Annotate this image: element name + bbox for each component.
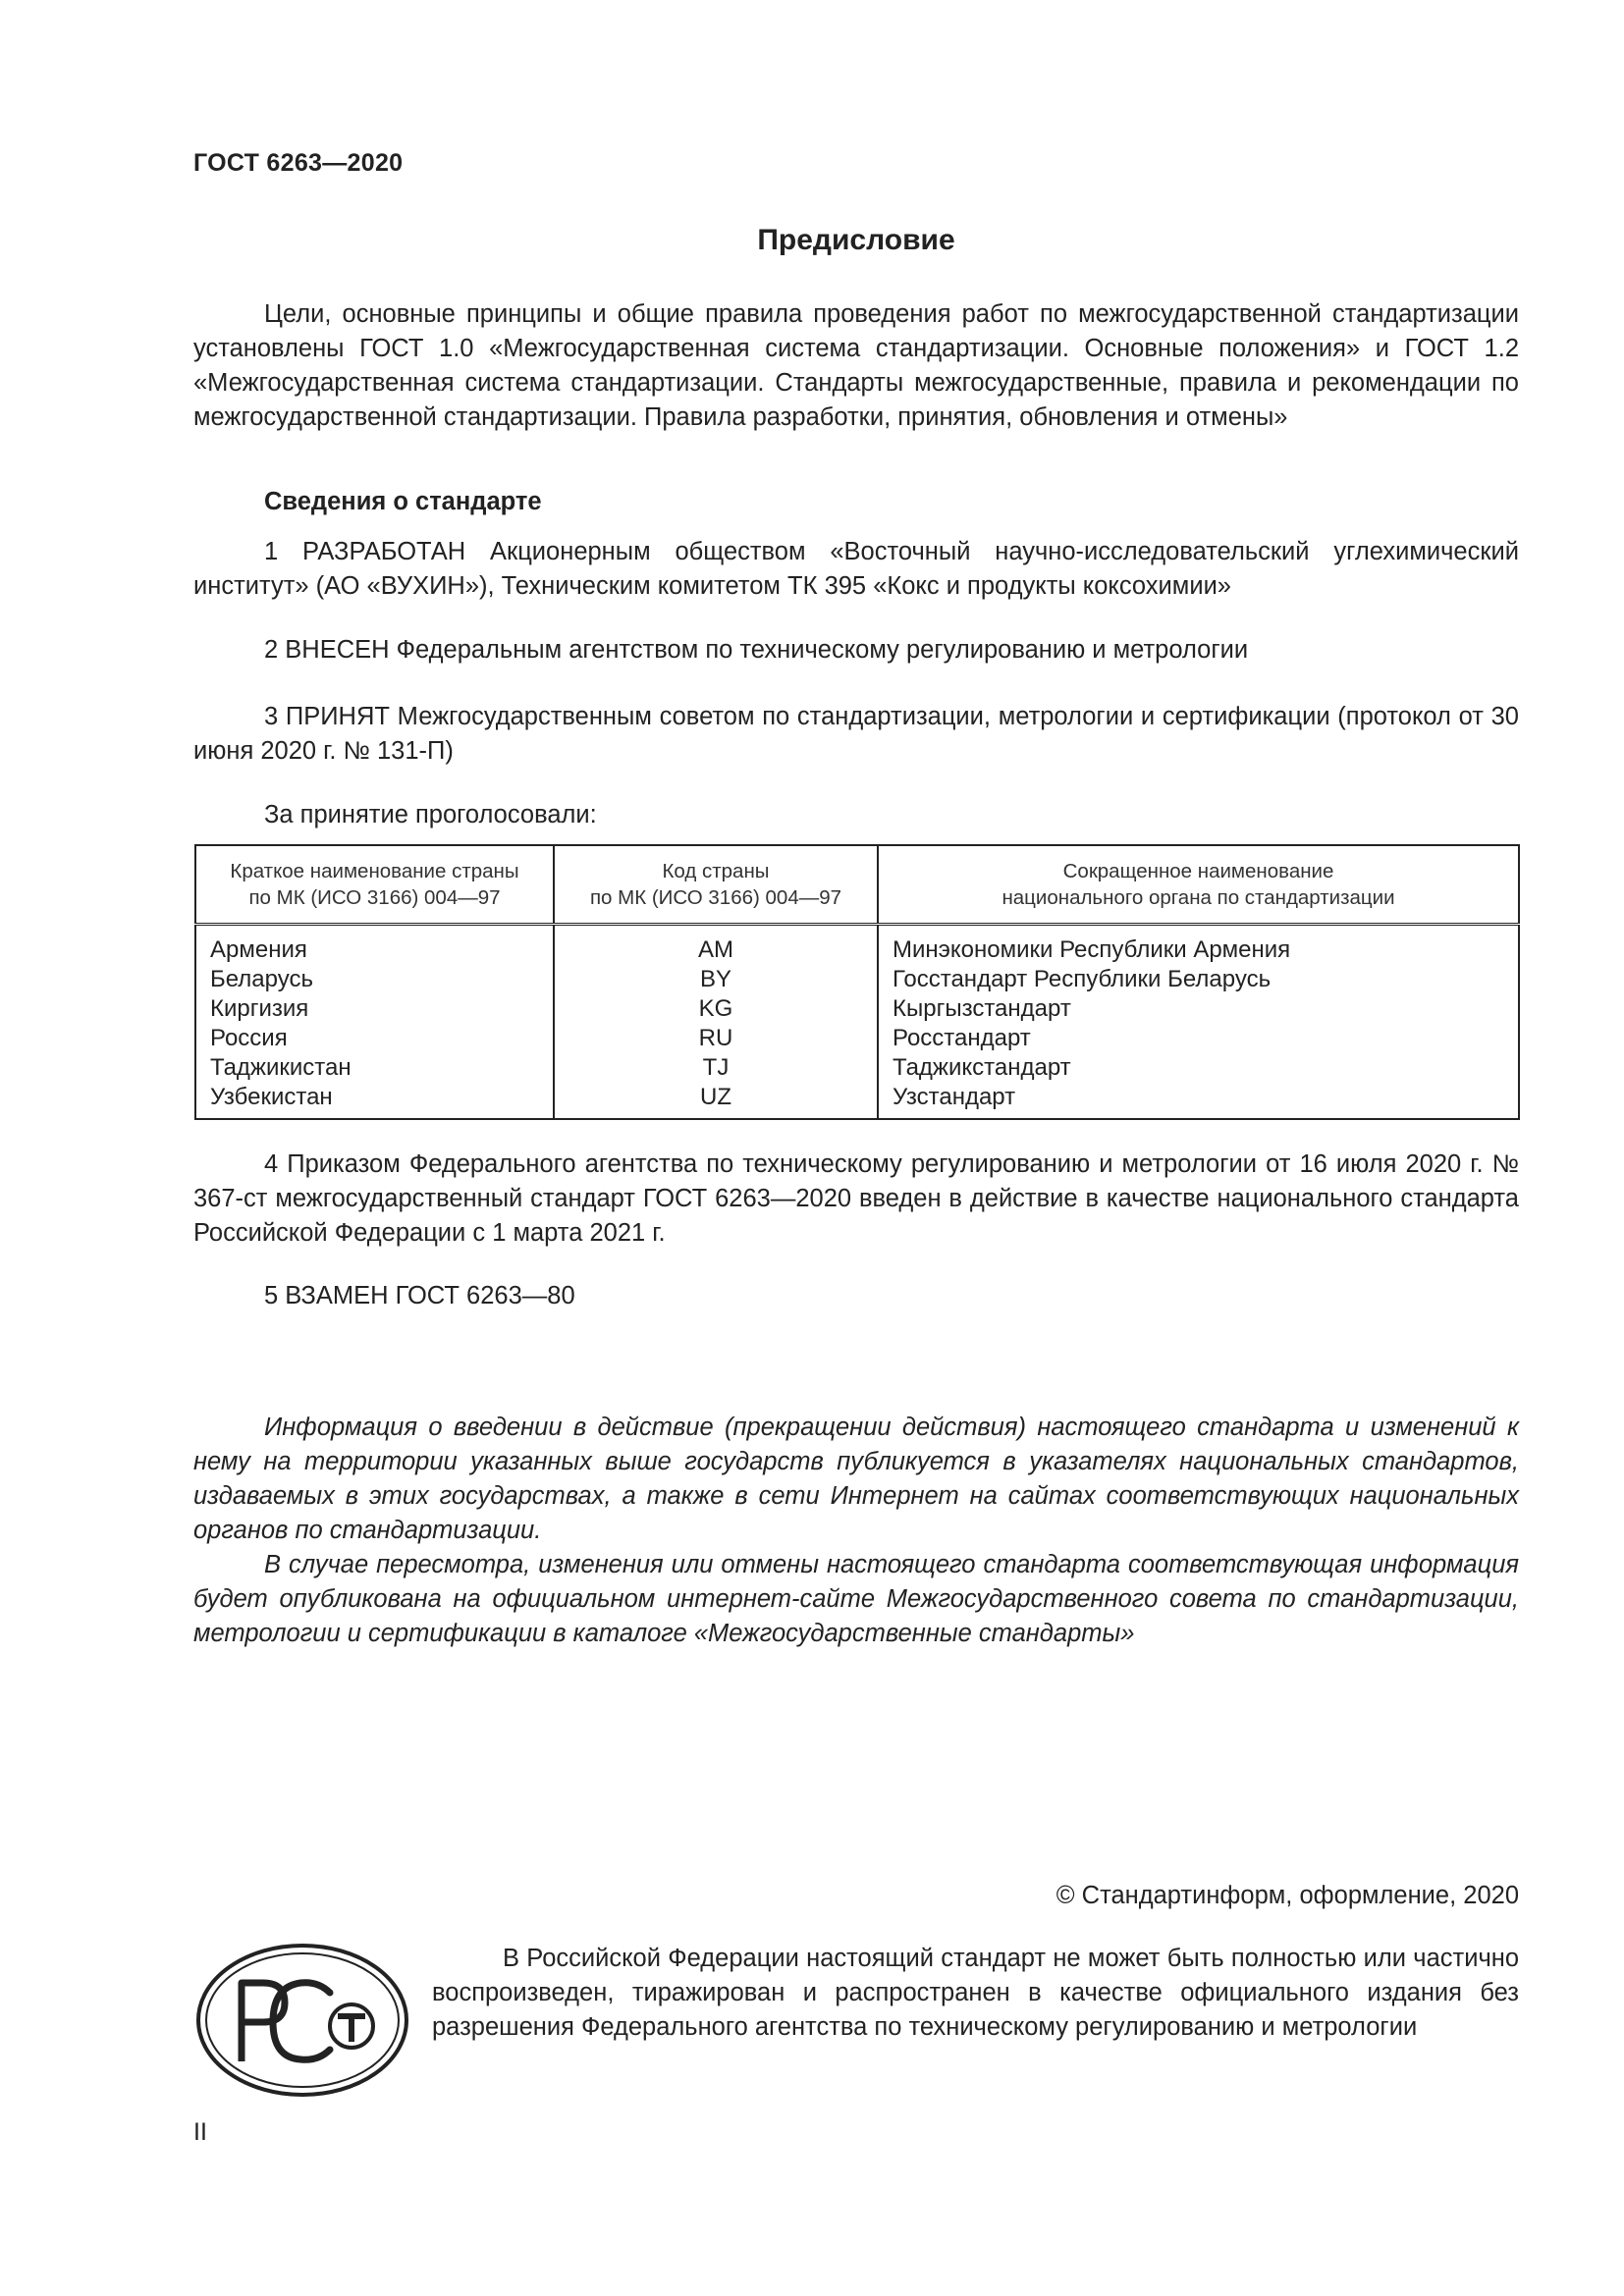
item-4 [193, 1148, 1519, 1251]
header-body-line1: Сокращенное наименование [1062, 860, 1334, 882]
header-code-line1: Код страны [662, 860, 770, 882]
item-4-text: 4 Приказом Федерального агентства по техническому регулированию и метрологии от 16 июля 2020 г. № 367-ст межгосударственный стандарт ГОСТ 6263—2020 введен в действие в качестве национального стандарта Российской Федерации с 1 марта 2021 г. [193, 1150, 1519, 1247]
info-section [193, 485, 1519, 519]
country-cell: Киргизия [210, 995, 309, 1022]
info-note [193, 1411, 1519, 1651]
body-cell: Узстандарт [893, 1084, 1016, 1110]
item-3 [193, 700, 1519, 769]
code-cell: KG [698, 995, 733, 1022]
body-cell: Минэкономики Республики Армения [893, 936, 1291, 963]
info-note-paragraph-2: В случае пересмотра, изменения или отмены настоящего стандарта соответствующая информация будет опубликована на официальном интернет-сайте Межгосударственного совета по стандартизации, метрологии и сертификации в каталоге «Межгосударственные стандарты» [193, 1551, 1519, 1647]
header-code [554, 845, 878, 925]
country-column [195, 925, 554, 1120]
item-2-text: 2 ВНЕСЕН Федеральным агентством по техническому регулированию и метрологии [264, 636, 1249, 664]
item-3-text: 3 ПРИНЯТ Межгосударственным советом по стандартизации, метрологии и сертификации (протокол от 30 июня 2020 г. № 131-П) [193, 703, 1519, 765]
voting-table [194, 844, 1520, 1120]
table-row [195, 925, 1519, 1120]
info-heading: Сведения о стандарте [264, 488, 542, 515]
code-cell: AM [698, 936, 733, 963]
code-cell: TJ [702, 1054, 730, 1081]
reproduction-notice [432, 1942, 1519, 2045]
country-cell: Россия [210, 1025, 288, 1051]
country-cell: Армения [210, 936, 307, 963]
body-cell: Госстандарт Республики Беларусь [893, 966, 1272, 992]
item-1-text: 1 РАЗРАБОТАН Акционерным обществом «Восточный научно-исследовательский углехимический институт» (АО «ВУХИН»), Техническим комитетом ТК 395 «Кокс и продукты коксохимии» [193, 538, 1519, 600]
rst-seal-icon [194, 1942, 410, 2099]
code-column [554, 925, 878, 1120]
code-cell: RU [698, 1025, 733, 1051]
voted-label [193, 798, 1519, 832]
document-header: ГОСТ 6263—2020 [193, 149, 404, 177]
intro-section [193, 297, 1519, 435]
voted-text: За принятие проголосовали: [264, 801, 597, 828]
header-code-line2: по МК (ИСО 3166) 004—97 [589, 886, 842, 909]
intro-paragraph: Цели, основные принципы и общие правила проведения работ по межгосударственной стандартизации установлены ГОСТ 1.0 «Межгосударственная система стандартизации. Основные положения» и ГОСТ 1.2 «Межгосударственная система стандартизации. Стандарты межгосударственные, правила и рекомендации по межгосударственной стандартизации. Правила разработки, принятия, обновления и отмены» [193, 300, 1519, 431]
body-cell: Росстандарт [893, 1025, 1031, 1051]
item-5-text: 5 ВЗАМЕН ГОСТ 6263—80 [264, 1282, 575, 1309]
body-column [878, 925, 1519, 1120]
table-header-row [195, 845, 1519, 925]
item-2 [193, 633, 1519, 667]
body-cell: Таджикстандарт [893, 1054, 1071, 1081]
info-note-paragraph-1: Информация о введении в действие (прекращении действия) настоящего стандарта и изменений к нему на территории указанных выше государств публикуется в указателях национальных стандартов, издаваемых в этих государствах, а также в сети Интернет на сайтах соответствующих национальных органов по стандартизации. [193, 1414, 1519, 1544]
code-cell: UZ [700, 1084, 731, 1110]
header-country-line1: Краткое наименование страны [230, 860, 519, 882]
item-5 [193, 1279, 1519, 1313]
body-cell: Кыргызстандарт [893, 995, 1071, 1022]
page-number: II [193, 2118, 207, 2146]
code-cell: BY [699, 966, 731, 992]
country-cell: Беларусь [210, 966, 313, 992]
header-body [878, 845, 1519, 925]
page-title: Предисловие [757, 224, 955, 256]
header-country-line2: по МК (ИСО 3166) 004—97 [248, 886, 501, 909]
header-country [195, 845, 554, 925]
header-body-line2: национального органа по стандартизации [1001, 886, 1395, 909]
country-cell: Узбекистан [210, 1084, 333, 1110]
copyright-line: © Стандартинформ, оформление, 2020 [1056, 1882, 1519, 1909]
notice-text: В Российской Федерации настоящий стандарт не может быть полностью или частично воспроизведен, тиражирован и распространен в качестве официального издания без разрешения Федерального агентства по техническому регулированию и метрологии [432, 1945, 1519, 2041]
item-1 [193, 535, 1519, 604]
country-cell: Таджикистан [210, 1054, 352, 1081]
